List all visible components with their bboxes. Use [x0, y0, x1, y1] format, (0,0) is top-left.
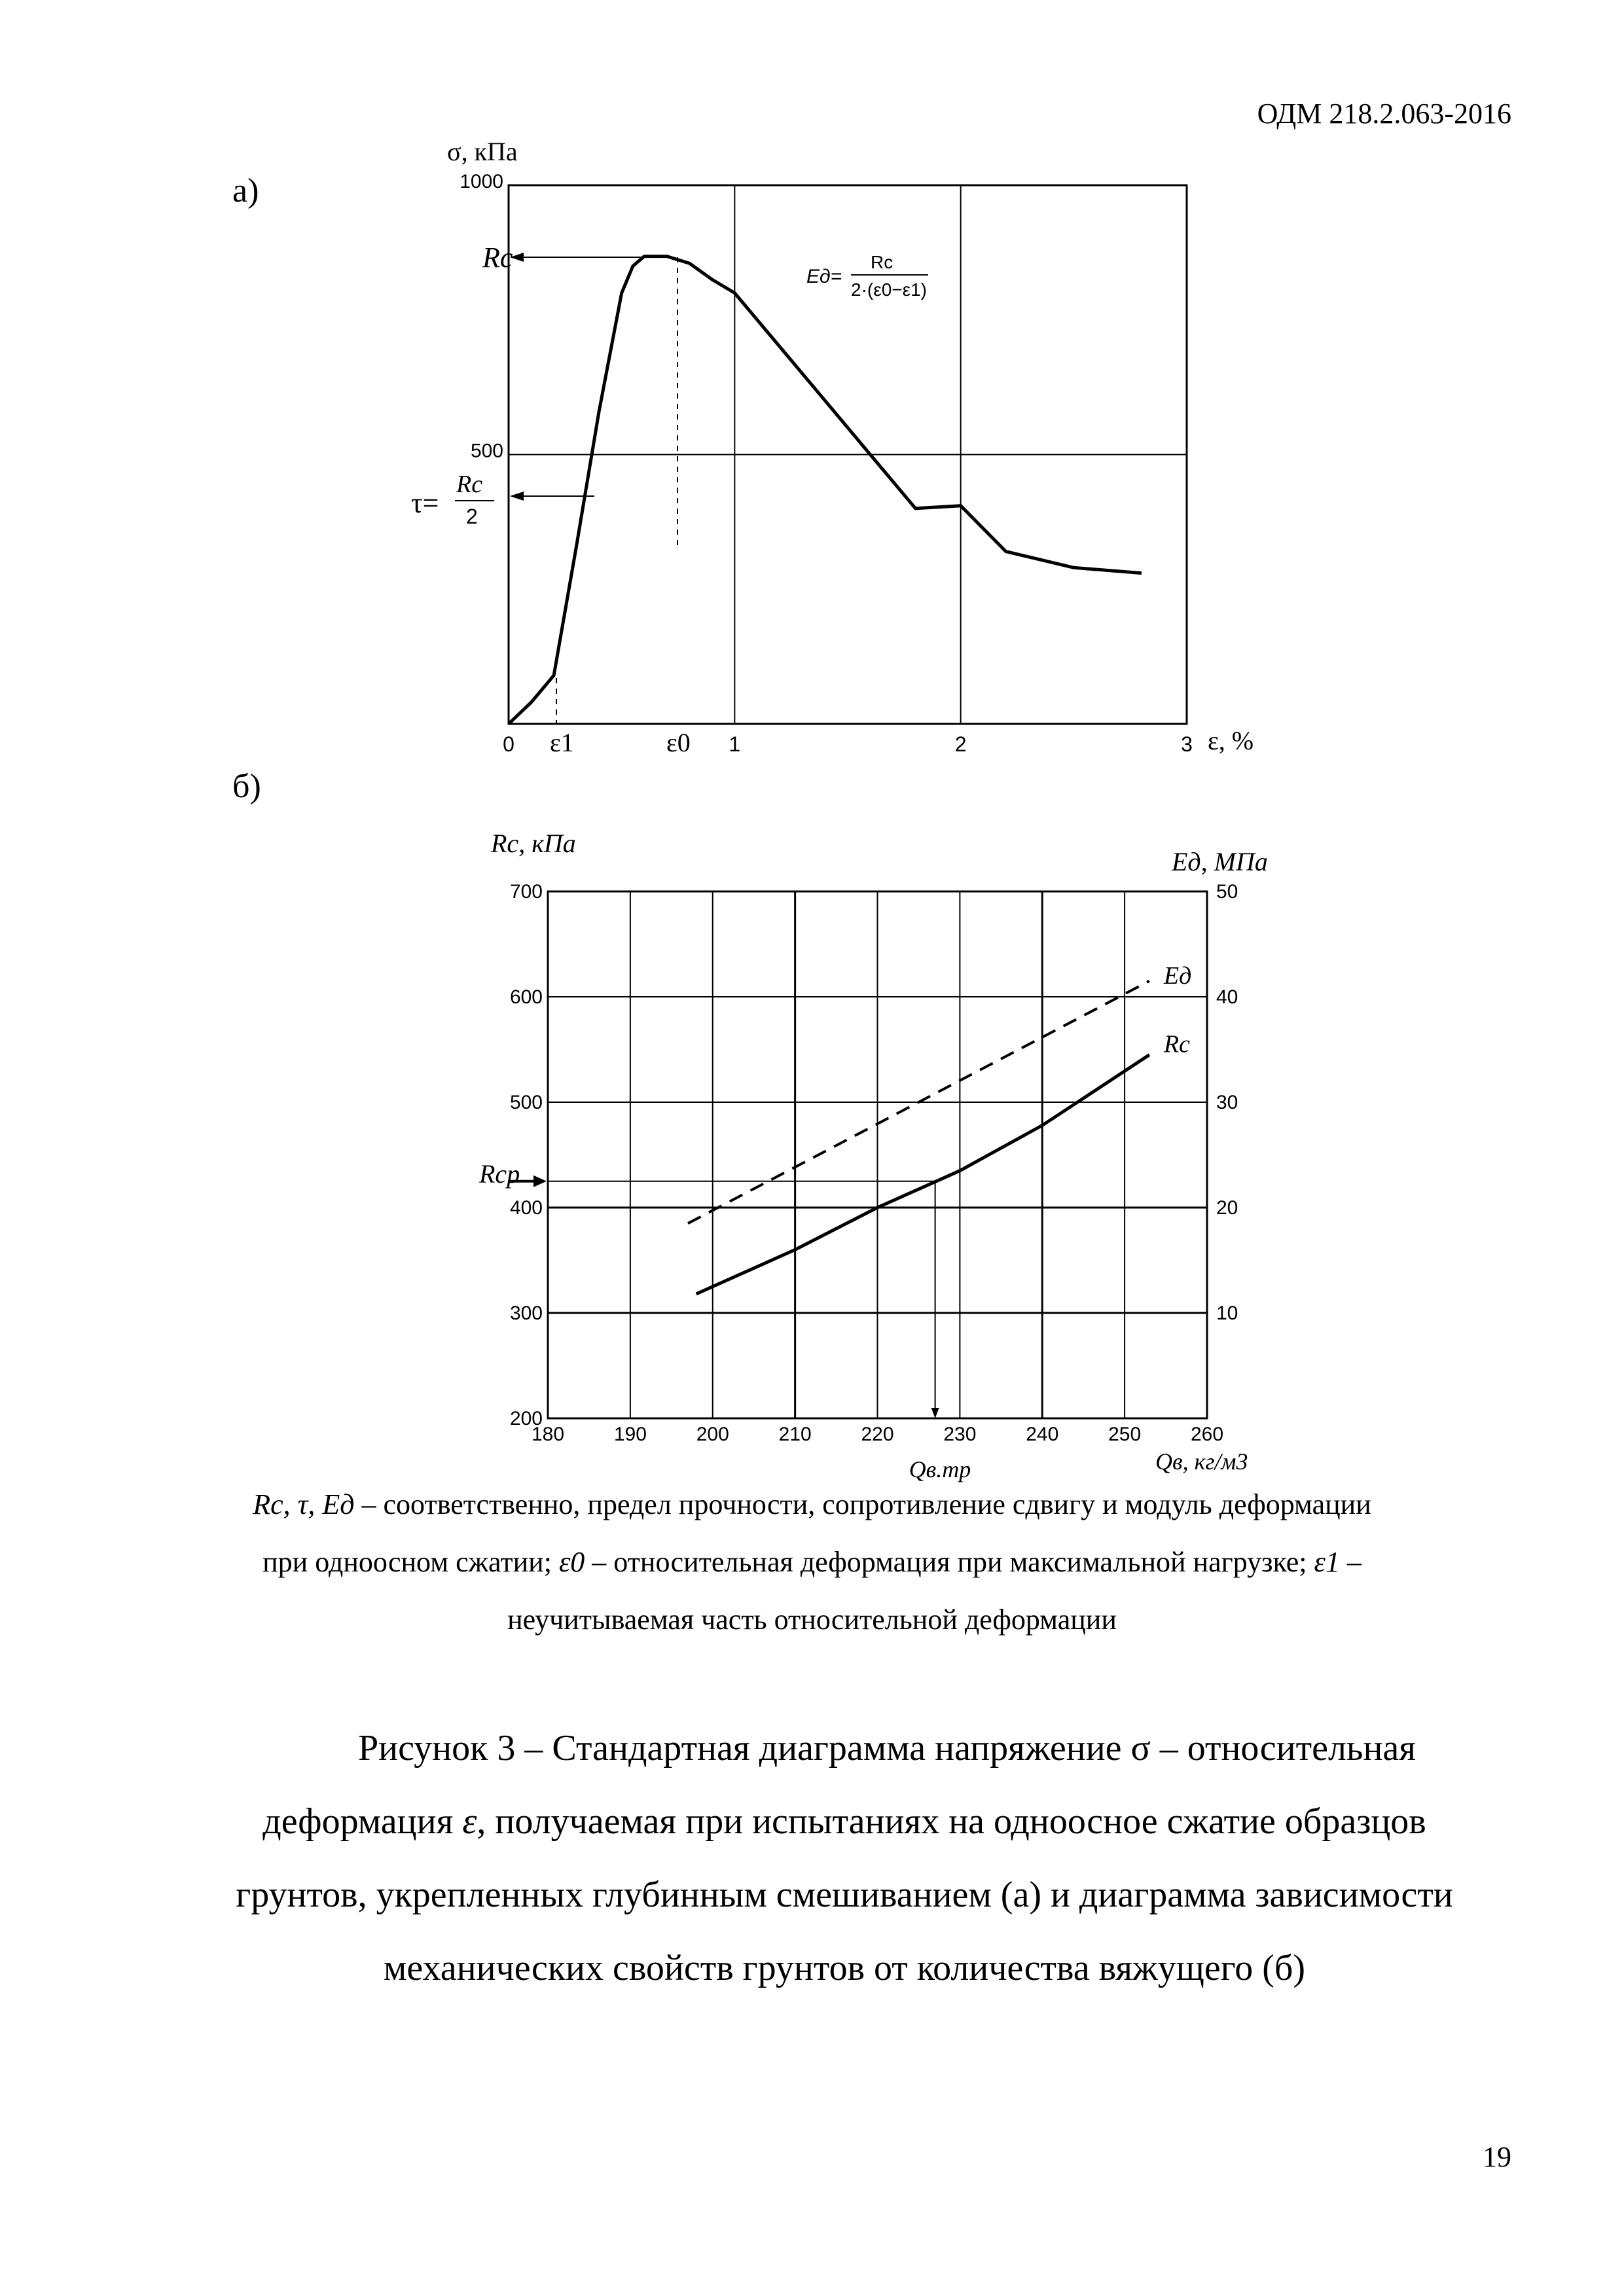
panel-label-b: б): [232, 768, 261, 805]
chart-a-ytick-label: 500: [470, 440, 503, 462]
figure-caption: [196, 1712, 1492, 2005]
chart-a-xlabel: ε, %: [1208, 726, 1254, 755]
q-label: Qв.тр: [909, 1456, 971, 1482]
chart-b-xtick-label: 220: [861, 1424, 894, 1445]
legend-line-2-end: –: [1339, 1546, 1362, 1578]
legend-line-2-start: при одноосном сжатии;: [262, 1546, 559, 1578]
panel-label-a: а): [232, 172, 259, 209]
rcp-label: Rср: [479, 1158, 520, 1189]
rc-label: Rс: [482, 242, 513, 274]
legend-line-2-mid: – относительная деформация при максимальной нагрузке;: [585, 1546, 1314, 1578]
chart-b-xtick-label: 180: [531, 1424, 565, 1445]
caption-line-2-start: деформация: [262, 1801, 463, 1842]
rcp-arrow-head: [533, 1175, 547, 1187]
chart-a-grid: [509, 185, 1187, 724]
eps0-label: ε0: [666, 728, 691, 757]
legend-line-1: [144, 1476, 1480, 1534]
tau-label: τ=: [411, 487, 439, 519]
chart-a-xtick-label: 0: [503, 732, 514, 756]
tau-arrow-head: [510, 492, 524, 501]
chart-b-xtick-label: 240: [1026, 1424, 1059, 1445]
chart-b-xtick-label: 200: [696, 1424, 729, 1445]
chart-b-grid: [548, 891, 1207, 1418]
q-arrow-head: [931, 1408, 939, 1418]
chart-a-ylabel: σ, кПа: [447, 137, 518, 166]
chart-b-xticks: [532, 1424, 1223, 1445]
formula-den: 2·(ε0−ε1): [851, 279, 928, 300]
tau-frac-num: Rс: [456, 471, 483, 498]
page-number: 19: [1483, 2141, 1511, 2173]
stress-strain-chart: [411, 137, 1254, 757]
chart-a-xtick-label: 2: [954, 732, 967, 756]
legend-symbols: Rс, τ, Eд: [253, 1488, 355, 1520]
rc-series-label: Rс: [1163, 1030, 1190, 1058]
chart-b-ytick-left-label: 400: [509, 1197, 543, 1219]
chart-b-xtick-label: 260: [1190, 1424, 1224, 1445]
legend-line-2: [144, 1534, 1480, 1591]
legend-eps1: ε1: [1314, 1546, 1340, 1578]
chart-a-xticks: [503, 732, 1193, 756]
chart-b-xtick-label: 210: [778, 1424, 812, 1445]
caption-line-3: грунтов, укрепленных глубинным смешиванием (а) и диаграмма зависимости: [236, 1874, 1453, 1915]
ed-series-label: Eд: [1163, 961, 1192, 990]
chart-b-ytick-left-label: 300: [509, 1302, 543, 1324]
chart-b-ylabel-right: Eд, МПа: [1172, 847, 1268, 876]
caption-line-2-end: , получаемая при испытаниях на одноосное сжатие образцов: [477, 1801, 1426, 1842]
chart-b-ytick-right-label: 10: [1216, 1302, 1238, 1324]
formula-lhs: Eд=: [806, 266, 842, 287]
chart-b-ytick-right-label: 50: [1216, 881, 1238, 903]
chart-b-xtick-label: 250: [1108, 1424, 1142, 1445]
caption-line-4: механических свойств грунтов от количества вяжущего (б): [383, 1948, 1306, 1988]
chart-a-xtick-label: 3: [1181, 732, 1193, 756]
chart-b-xtick-label: 230: [943, 1424, 977, 1445]
chart-b-xlabel: Qв, кг/м3: [1155, 1448, 1248, 1475]
formula-num: Rс: [871, 252, 893, 272]
legend-line-3: неучитываемая часть относительной деформации: [507, 1604, 1117, 1636]
legend-eps0: ε0: [558, 1546, 585, 1578]
chart-b-ytick-left-label: 700: [509, 881, 543, 903]
binder-properties-chart: [478, 829, 1268, 1482]
caption-eps: ε: [462, 1801, 477, 1842]
legend-line-1-text: – соответственно, предел прочности, сопротивление сдвигу и модуль деформации: [354, 1488, 1371, 1520]
chart-b-ytick-right-label: 40: [1216, 986, 1238, 1008]
chart-b-xtick-label: 190: [613, 1424, 647, 1445]
legend-text: [144, 1476, 1480, 1649]
chart-a-xtick-label: 1: [729, 732, 741, 756]
eps1-label: ε1: [550, 728, 574, 757]
caption-line-1-text: Рисунок 3 – Стандартная диаграмма напряжение σ – относительная: [357, 1728, 1416, 1768]
rc-series-line: [696, 1055, 1149, 1294]
document-code: ОДМ 218.2.063-2016: [1257, 98, 1511, 130]
chart-b-ytick-right-label: 20: [1216, 1197, 1238, 1219]
chart-b-yticks-left: [510, 881, 543, 1429]
stress-strain-curve: [509, 257, 1142, 724]
tau-frac-den: 2: [466, 505, 478, 528]
chart-b-ytick-left-label: 500: [509, 1092, 543, 1113]
caption-line-2: [196, 1785, 1492, 1858]
chart-b-ytick-left-label: 600: [509, 986, 543, 1008]
chart-b-yticks-right: [1216, 881, 1238, 1324]
chart-b-ylabel-left: Rс, кПа: [491, 829, 576, 858]
chart-a-yticks: [460, 171, 503, 462]
chart-b-ytick-left-label: 200: [509, 1408, 543, 1429]
caption-line-1: [196, 1712, 1492, 1785]
chart-a-ytick-label: 1000: [460, 171, 503, 192]
chart-b-ytick-right-label: 30: [1216, 1092, 1238, 1113]
